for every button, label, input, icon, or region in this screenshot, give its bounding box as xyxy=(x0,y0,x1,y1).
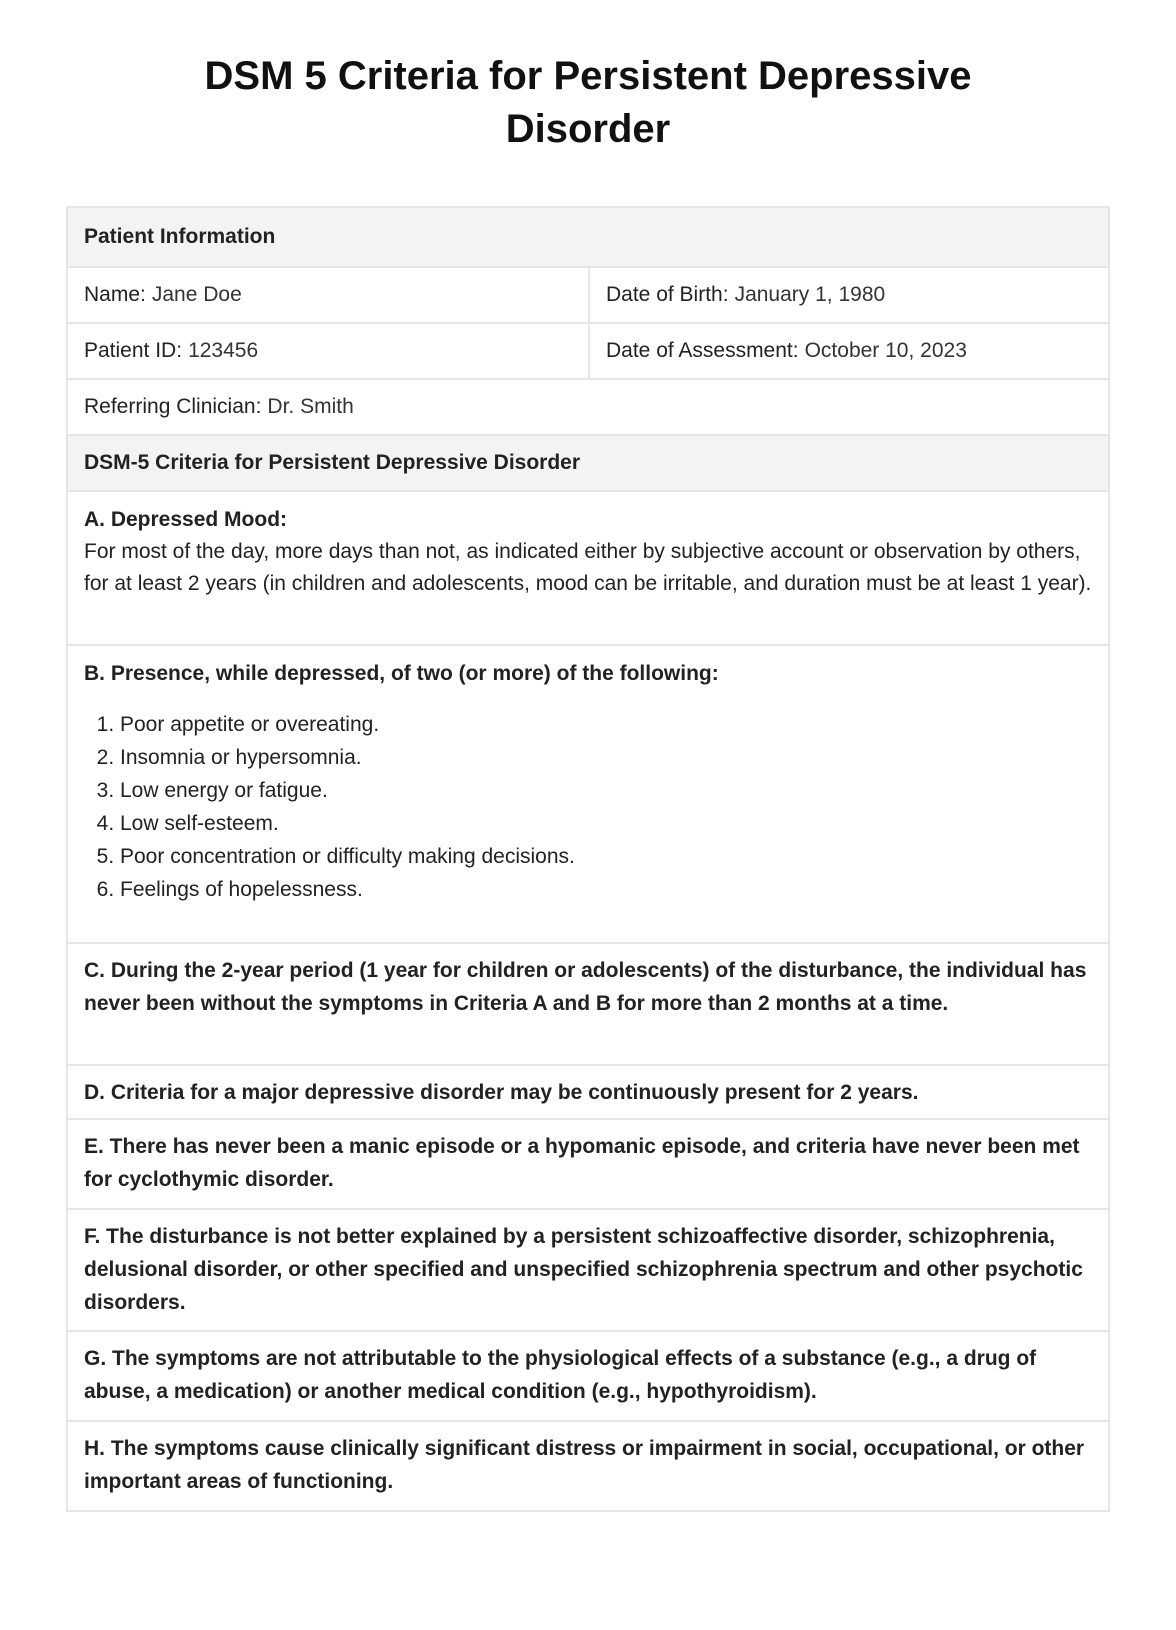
criterion-g-row xyxy=(68,1330,1108,1420)
criterion-b-row xyxy=(68,644,1108,942)
assessment-date-label: Date of Assessment: xyxy=(606,339,799,362)
criterion-b xyxy=(68,658,1108,942)
assessment-date-cell xyxy=(588,324,1108,378)
criteria-header xyxy=(68,434,1108,490)
criterion-h-row xyxy=(68,1420,1108,1510)
criterion-c-text: C. During the 2-year period (1 year for children or adolescents) of the disturbance, the individual has never been without the symptoms in Criteria A and B for more than 2 months at a time. xyxy=(84,959,1087,1015)
clinician-value: Dr. Smith xyxy=(267,395,354,418)
dob-cell xyxy=(588,268,1108,322)
patient-info-header xyxy=(68,208,1108,266)
patient-row-id-assessment xyxy=(68,322,1108,378)
clinician-cell xyxy=(68,380,1108,434)
clinician-label: Referring Clinician: xyxy=(84,395,262,418)
criterion-b-list xyxy=(84,708,1092,906)
assessment-date-value: October 10, 2023 xyxy=(804,339,967,362)
criterion-a-text: For most of the day, more days than not, as indicated either by subjective account or observation by others, for at least 2 years (in children and adolescents, mood can be irritable, and duration must be at least 1 year). xyxy=(84,540,1092,595)
list-item: 2. Insomnia or hypersomnia. xyxy=(120,741,1092,774)
criterion-a xyxy=(68,504,1108,644)
name-label: Name: xyxy=(84,283,146,306)
patient-id-label: Patient ID: xyxy=(84,339,183,362)
list-item: 3. Low energy or fatigue. xyxy=(120,774,1092,807)
criterion-g-text: G. The symptoms are not attributable to the physiological effects of a substance (e.g., a drug of abuse, a medication) or another medical condition (e.g., hypothyroidism). xyxy=(84,1347,1037,1403)
name-cell xyxy=(68,268,588,322)
list-item: 6. Feelings of hopelessness. xyxy=(120,873,1092,906)
list-item: 1. Poor appetite or overeating. xyxy=(120,708,1092,741)
criteria-heading: DSM-5 Criteria for Persistent Depressive Disorder xyxy=(84,451,581,474)
criterion-d-row xyxy=(68,1064,1108,1118)
patient-id-value: 123456 xyxy=(188,339,259,362)
criterion-c-row xyxy=(68,942,1108,1064)
criterion-b-title: B. Presence, while depressed, of two (or more) of the following: xyxy=(84,662,719,685)
patient-row-clinician xyxy=(68,378,1108,434)
criterion-d-text: D. Criteria for a major depressive disorder may be continuously present for 2 years. xyxy=(84,1081,919,1104)
criterion-a-row xyxy=(68,490,1108,644)
dob-label: Date of Birth: xyxy=(606,283,729,306)
patient-info-heading: Patient Information xyxy=(84,225,276,248)
dob-value: January 1, 1980 xyxy=(734,283,886,306)
name-value: Jane Doe xyxy=(151,283,242,306)
document-title: DSM 5 Criteria for Persistent Depressive Disorder xyxy=(204,54,972,151)
criterion-f-text: F. The disturbance is not better explained by a persistent schizoaffective disorder, schizophrenia, delusional disorder, or other specified and unspecified schizophrenia spectrum and other psychotic disorders. xyxy=(84,1225,1083,1314)
criterion-a-title: A. Depressed Mood: xyxy=(84,508,288,531)
criterion-h-text: H. The symptoms cause clinically significant distress or impairment in social, occupational, or other important areas of functioning. xyxy=(84,1437,1085,1493)
criterion-e-text: E. There has never been a manic episode or a hypomanic episode, and criteria have never been met for cyclothymic disorder. xyxy=(84,1135,1080,1191)
criterion-f-row xyxy=(68,1208,1108,1330)
list-item: 5. Poor concentration or difficulty making decisions. xyxy=(120,840,1092,873)
patient-id-cell xyxy=(68,324,588,378)
list-item: 4. Low self-esteem. xyxy=(120,807,1092,840)
patient-row-name-dob xyxy=(68,266,1108,322)
assessment-table xyxy=(66,206,1110,1512)
criterion-e-row xyxy=(68,1118,1108,1208)
